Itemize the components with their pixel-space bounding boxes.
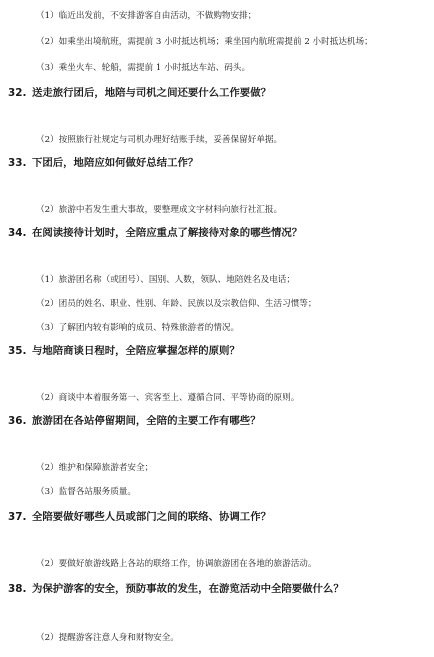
- answer-item: （2）按照旅行社规定与司机办理好结账手续，妥善保留好单据。: [36, 135, 283, 145]
- question-title: 为保护游客的安全，预防事故的发生，在游览活动中全陪要做什么？: [32, 583, 344, 595]
- question-number: 33.: [8, 157, 27, 169]
- question-number: 37.: [8, 511, 27, 523]
- question-heading: [0, 414, 434, 428]
- question-heading: [0, 86, 434, 100]
- question-number: 32.: [8, 87, 27, 99]
- top-item-3: （3）乘坐火车、轮船，需提前 1 小时抵达车站、码头。: [36, 63, 251, 73]
- answer-item: （3）监督各站服务质量。: [36, 487, 136, 497]
- answer-item: （2）商谈中本着服务第一、宾客至上、遵循合同、平等协商的原则。: [36, 393, 300, 403]
- question-title: 全陪要做好哪些人员或部门之间的联络、协调工作？: [32, 511, 271, 523]
- answer-item: （2）旅游中若发生重大事故，要整理成文字材料向旅行社汇报。: [36, 205, 283, 215]
- question-heading: [0, 226, 434, 240]
- answer-item: （1）旅游团名称（或团号）、国别、人数，领队、地陪姓名及电话；: [36, 275, 295, 285]
- question-title: 与地陪商谈日程时，全陪应掌握怎样的原则？: [32, 345, 240, 357]
- question-title: 旅游团在各站停留期间，全陪的主要工作有哪些？: [32, 415, 261, 427]
- answer-item: （2）团员的姓名、职业、性别、年龄、民族以及宗教信仰、生活习惯等；: [36, 299, 317, 309]
- top-item-1: （1）临近出发前，不安排游客自由活动，不做购物安排；: [36, 11, 257, 21]
- question-number: 35.: [8, 345, 27, 357]
- question-heading: [0, 156, 434, 170]
- answer-item: （2）维护和保障旅游者安全；: [36, 463, 154, 473]
- question-title: 下团后，地陪应如何做好总结工作？: [32, 157, 199, 169]
- top-item-2: （2）如乘坐出境航班，需提前 3 小时抵达机场；乘坐国内航班需提前 2 小时抵达机场；: [36, 37, 373, 47]
- question-title: 送走旅行团后，地陪与司机之间还要什么工作要做？: [32, 87, 271, 99]
- question-title: 在阅读接待计划时，全陪应重点了解接待对象的哪些情况？: [32, 227, 303, 239]
- question-heading: [0, 582, 434, 596]
- answer-item: （2）要做好旅游线路上各站的联络工作，协调旅游团在各地的旅游活动。: [36, 559, 317, 569]
- question-number: 36.: [8, 415, 27, 427]
- answer-item: （2）提醒游客注意人身和财物安全。: [36, 633, 179, 643]
- answer-item: （3）了解团内较有影响的成员、特殊旅游者的情况。: [36, 323, 240, 333]
- question-heading: [0, 344, 434, 358]
- question-heading: [0, 510, 434, 524]
- question-number: 34.: [8, 227, 27, 239]
- question-number: 38.: [8, 583, 27, 595]
